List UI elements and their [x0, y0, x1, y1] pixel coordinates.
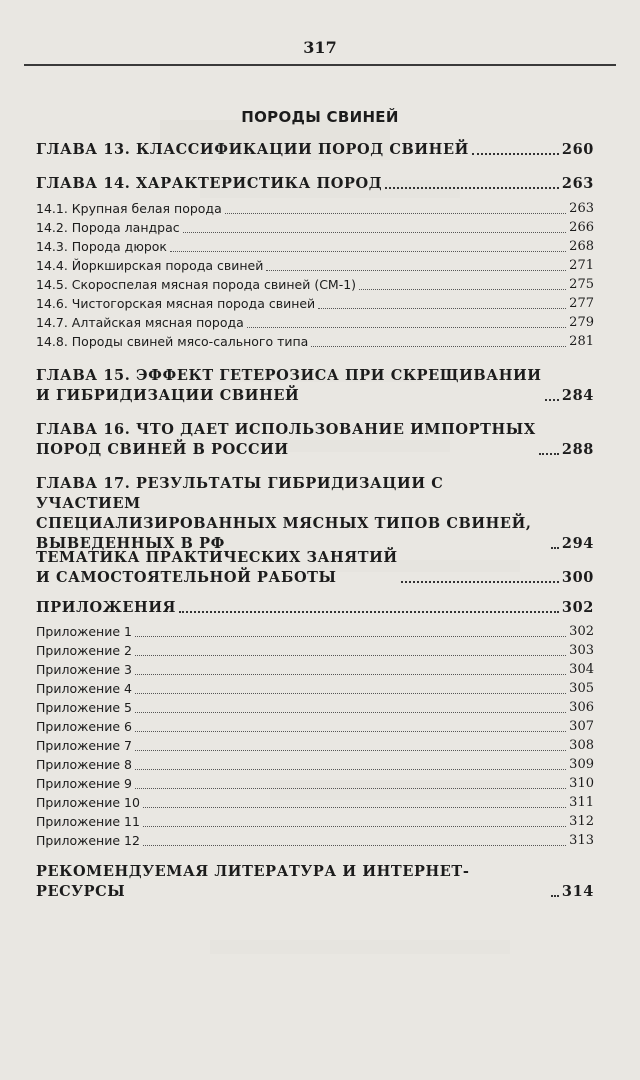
toc-section-14-3: [36, 237, 594, 256]
leader-dots: [311, 346, 566, 347]
toc-title: Приложение 1: [36, 624, 132, 639]
toc-title: 14.2. Порода ландрас: [36, 220, 180, 235]
toc-appendix-10: [36, 793, 594, 812]
leader-dots: [318, 308, 566, 309]
leader-dots: [183, 232, 567, 233]
toc-page: 305: [569, 681, 594, 696]
toc-page: 279: [569, 315, 594, 330]
toc-page: 312: [569, 814, 594, 829]
toc-title: Приложение 4: [36, 681, 132, 696]
toc-title: Приложение 8: [36, 757, 132, 772]
toc-appendix-3: [36, 660, 594, 679]
toc-appendix-5: [36, 698, 594, 717]
toc-title: ГЛАВА 16. ЧТО ДАЕТ ИСПОЛЬЗОВАНИЕ ИМПОРТНЫХ ПОРОД СВИНЕЙ В РОССИИ: [36, 421, 536, 458]
toc-title: Приложение 11: [36, 814, 140, 829]
toc-appendix-4: [36, 679, 594, 698]
toc-references: [36, 862, 594, 902]
toc-appendix-9: [36, 774, 594, 793]
toc-title: Приложение 5: [36, 700, 132, 715]
toc-page: 288: [561, 441, 594, 458]
toc-title: ТЕМАТИКА ПРАКТИЧЕСКИХ ЗАНЯТИЙ И САМОСТОЯТЕЛЬНОЙ РАБОТЫ: [36, 549, 398, 586]
toc-page: 260: [561, 141, 594, 158]
toc-section-14-1: [36, 199, 594, 218]
toc-appendix-1: [36, 622, 594, 641]
toc-chapter-17: [36, 474, 594, 554]
leader-dots: [135, 750, 566, 751]
toc-page: 277: [569, 296, 594, 311]
toc-page: 313: [569, 833, 594, 848]
toc-section-14-2: [36, 218, 594, 237]
toc-chapter-13: [36, 140, 594, 160]
toc-section-14-5: [36, 275, 594, 294]
toc-title: РЕКОМЕНДУЕМАЯ ЛИТЕРАТУРА И ИНТЕРНЕТ-РЕСУРСЫ: [36, 863, 470, 900]
leader-dots: [266, 270, 566, 271]
toc-page: 266: [569, 220, 594, 235]
toc-page: 284: [561, 387, 594, 404]
toc-page: 268: [569, 239, 594, 254]
leader-dots: [135, 693, 566, 694]
toc-appendices: [36, 598, 594, 618]
toc-page: 275: [569, 277, 594, 292]
leader-dots: [143, 826, 566, 827]
toc-page: 294: [561, 535, 594, 552]
toc-page: 271: [569, 258, 594, 273]
toc-chapter-15: [36, 366, 594, 406]
toc-section-14-7: [36, 313, 594, 332]
toc-title: Приложение 2: [36, 643, 132, 658]
toc-title: Приложение 9: [36, 776, 132, 791]
toc-page: 310: [569, 776, 594, 791]
leader-dots: [135, 712, 566, 713]
leader-dots: [135, 731, 566, 732]
toc-title: 14.8. Породы свиней мясо-сального типа: [36, 334, 309, 349]
toc-title: 14.7. Алтайская мясная порода: [36, 315, 244, 330]
leader-dots: [135, 674, 566, 675]
toc-title: ГЛАВА 15. ЭФФЕКТ ГЕТЕРОЗИСА ПРИ СКРЕЩИВАНИИ И ГИБРИДИЗАЦИИ СВИНЕЙ: [36, 367, 542, 404]
toc-page: 314: [561, 883, 594, 900]
toc-page: 309: [569, 757, 594, 772]
toc-page: 281: [569, 334, 594, 349]
leader-dots: [539, 453, 559, 455]
leader-dots: [143, 845, 566, 846]
leader-dots: [135, 788, 566, 789]
leader-dots: [143, 807, 566, 808]
toc-title: 14.6. Чистогорская мясная порода свиней: [36, 296, 316, 311]
toc-page: 263: [561, 175, 594, 192]
leader-dots: [170, 251, 566, 252]
leader-dots: [401, 581, 559, 583]
leader-dots: [179, 611, 559, 613]
toc-title: 14.5. Скороспелая мясная порода свиней (СМ-1): [36, 277, 357, 292]
leader-dots: [551, 895, 559, 897]
section-title: ПОРОДЫ СВИНЕЙ: [241, 108, 399, 126]
toc-title: ПРИЛОЖЕНИЯ: [36, 599, 177, 616]
toc-page: 307: [569, 719, 594, 734]
page-number: 317: [303, 38, 337, 57]
leader-dots: [359, 289, 566, 290]
toc-page: 311: [569, 795, 594, 810]
toc-chapter-14: [36, 174, 594, 194]
toc-practical-topics: [36, 548, 594, 588]
toc-appendix-6: [36, 717, 594, 736]
toc-title: Приложение 6: [36, 719, 132, 734]
toc-title: ГЛАВА 13. КЛАССИФИКАЦИИ ПОРОД СВИНЕЙ: [36, 141, 469, 158]
toc-appendix-8: [36, 755, 594, 774]
toc-section-14-8: [36, 332, 594, 351]
toc-section-14-6: [36, 294, 594, 313]
toc-title: Приложение 3: [36, 662, 132, 677]
toc-title: 14.1. Крупная белая порода: [36, 201, 222, 216]
leader-dots: [225, 213, 566, 214]
toc-page: 306: [569, 700, 594, 715]
toc-page: 302: [561, 599, 594, 616]
header-rule: [24, 64, 616, 66]
toc-appendix-2: [36, 641, 594, 660]
toc-chapter-16: [36, 420, 594, 460]
toc-section-14-4: [36, 256, 594, 275]
toc-title: Приложение 12: [36, 833, 140, 848]
leader-dots: [135, 769, 566, 770]
leader-dots: [135, 655, 566, 656]
toc-appendix-7: [36, 736, 594, 755]
toc-title: ГЛАВА 14. ХАРАКТЕРИСТИКА ПОРОД: [36, 175, 383, 192]
leader-dots: [385, 187, 559, 189]
toc-page: 303: [569, 643, 594, 658]
toc-title: Приложение 7: [36, 738, 132, 753]
leader-dots: [545, 399, 559, 401]
toc-title: ГЛАВА 17. РЕЗУЛЬТАТЫ ГИБРИДИЗАЦИИ С УЧАСТИЕМ СПЕЦИАЛИЗИРОВАННЫХ МЯСНЫХ ТИПОВ СВИНЕЙ, ВЫВЕДЕННЫХ В РФ: [36, 475, 532, 552]
toc-page: 263: [569, 201, 594, 216]
toc-page: 304: [569, 662, 594, 677]
toc-page: 308: [569, 738, 594, 753]
toc-title: Приложение 10: [36, 795, 140, 810]
toc-appendix-11: [36, 812, 594, 831]
leader-dots: [247, 327, 566, 328]
toc-appendix-12: [36, 831, 594, 850]
toc-title: 14.4. Йоркширская порода свиней: [36, 258, 264, 273]
toc-page: 300: [561, 569, 594, 586]
toc-title: 14.3. Порода дюрок: [36, 239, 167, 254]
toc-page: 302: [569, 624, 594, 639]
leader-dots: [135, 636, 566, 637]
leader-dots: [472, 153, 559, 155]
